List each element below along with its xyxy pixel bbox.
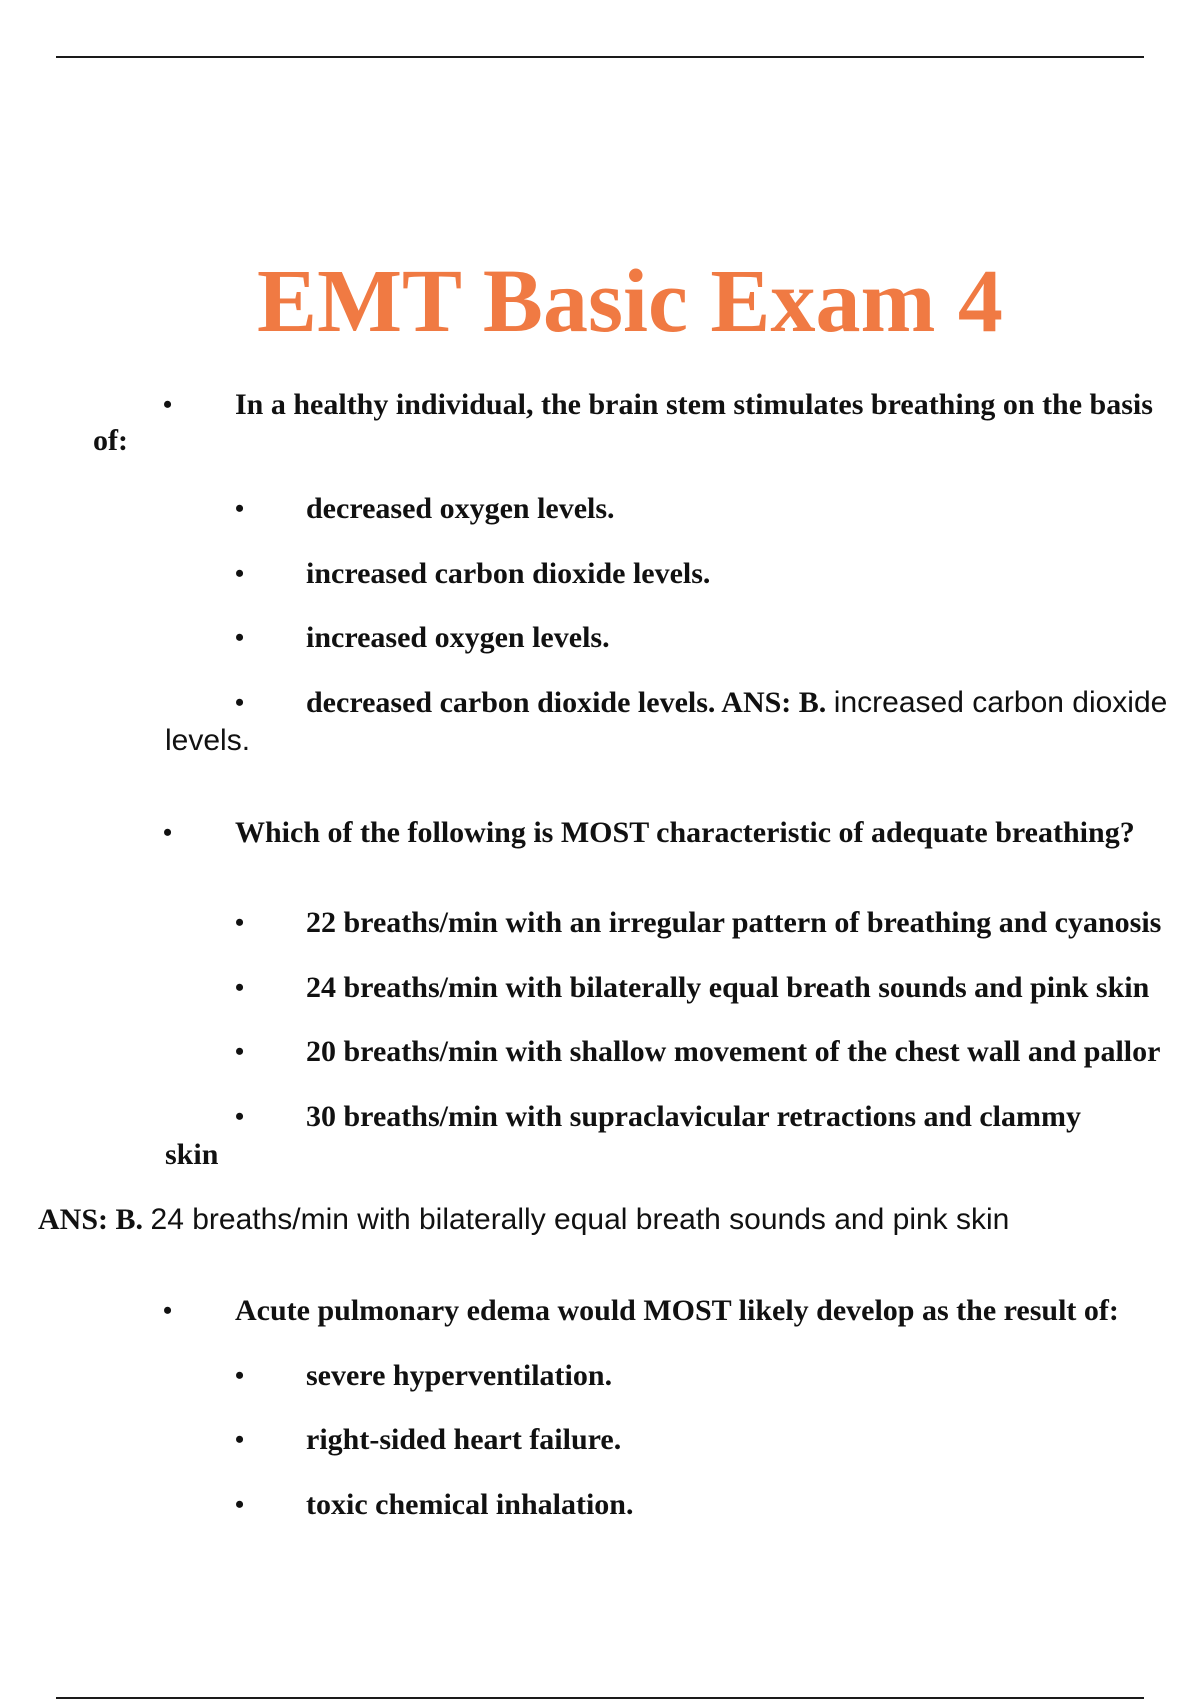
bullet: • <box>163 818 173 847</box>
option-q1-c: increased oxygen levels. <box>306 621 610 654</box>
question-1-text-wrap: of: <box>93 424 128 457</box>
question-1-text: In a healthy individual, the brain stem stimulates breathing on the basis <box>235 388 1153 421</box>
bullet: • <box>235 1361 245 1390</box>
bullet: • <box>235 1425 245 1454</box>
option-q1-b: increased carbon dioxide levels. <box>306 557 711 590</box>
option-q3-c: toxic chemical inhalation. <box>306 1488 634 1521</box>
option-q3-a: severe hyperventilation. <box>306 1359 613 1392</box>
question-3-text: Acute pulmonary edema would MOST likely develop as the result of: <box>235 1294 1119 1327</box>
option-q2-c: 20 breaths/min with shallow movement of the chest wall and pallor <box>306 1035 1161 1068</box>
option-q1-d: decreased carbon dioxide levels. <box>306 686 716 719</box>
bullet: • <box>163 1296 173 1325</box>
answer-text-q2: 24 breaths/min with bilaterally equal breath sounds and pink skin <box>150 1203 1010 1236</box>
bullet: • <box>163 390 173 419</box>
bullet: • <box>235 1102 245 1131</box>
bullet: • <box>235 688 245 717</box>
option-q2-d-wrap: skin <box>165 1138 219 1171</box>
bullet: • <box>235 623 245 652</box>
option-q2-d: 30 breaths/min with supraclavicular retractions and clammy <box>306 1100 1081 1133</box>
option-q2-a: 22 breaths/min with an irregular pattern of breathing and cyanosis <box>306 906 1162 939</box>
bullet: • <box>235 1490 245 1519</box>
question-2-text: Which of the following is MOST characteristic of adequate breathing? <box>235 816 1135 849</box>
bullet: • <box>235 908 245 937</box>
top-rule <box>56 56 1144 58</box>
option-q2-b: 24 breaths/min with bilaterally equal breath sounds and pink skin <box>306 971 1150 1004</box>
bottom-rule <box>56 1697 1144 1699</box>
bullet: • <box>235 973 245 1002</box>
option-q1-d-line <box>306 685 1167 721</box>
option-q3-b: right-sided heart failure. <box>306 1423 622 1456</box>
answer-label-q1: ANS: B. <box>721 686 827 719</box>
bullet: • <box>235 559 245 588</box>
option-q1-a: decreased oxygen levels. <box>306 492 615 525</box>
answer-text-q1-wrap: levels. <box>165 724 251 757</box>
page-title: EMT Basic Exam 4 <box>257 252 1003 351</box>
answer-line-q2 <box>38 1202 1009 1238</box>
answer-label-q2: ANS: B. <box>38 1203 144 1236</box>
bullet: • <box>235 494 245 523</box>
answer-text-q1: increased carbon dioxide <box>833 686 1168 719</box>
bullet: • <box>235 1037 245 1066</box>
